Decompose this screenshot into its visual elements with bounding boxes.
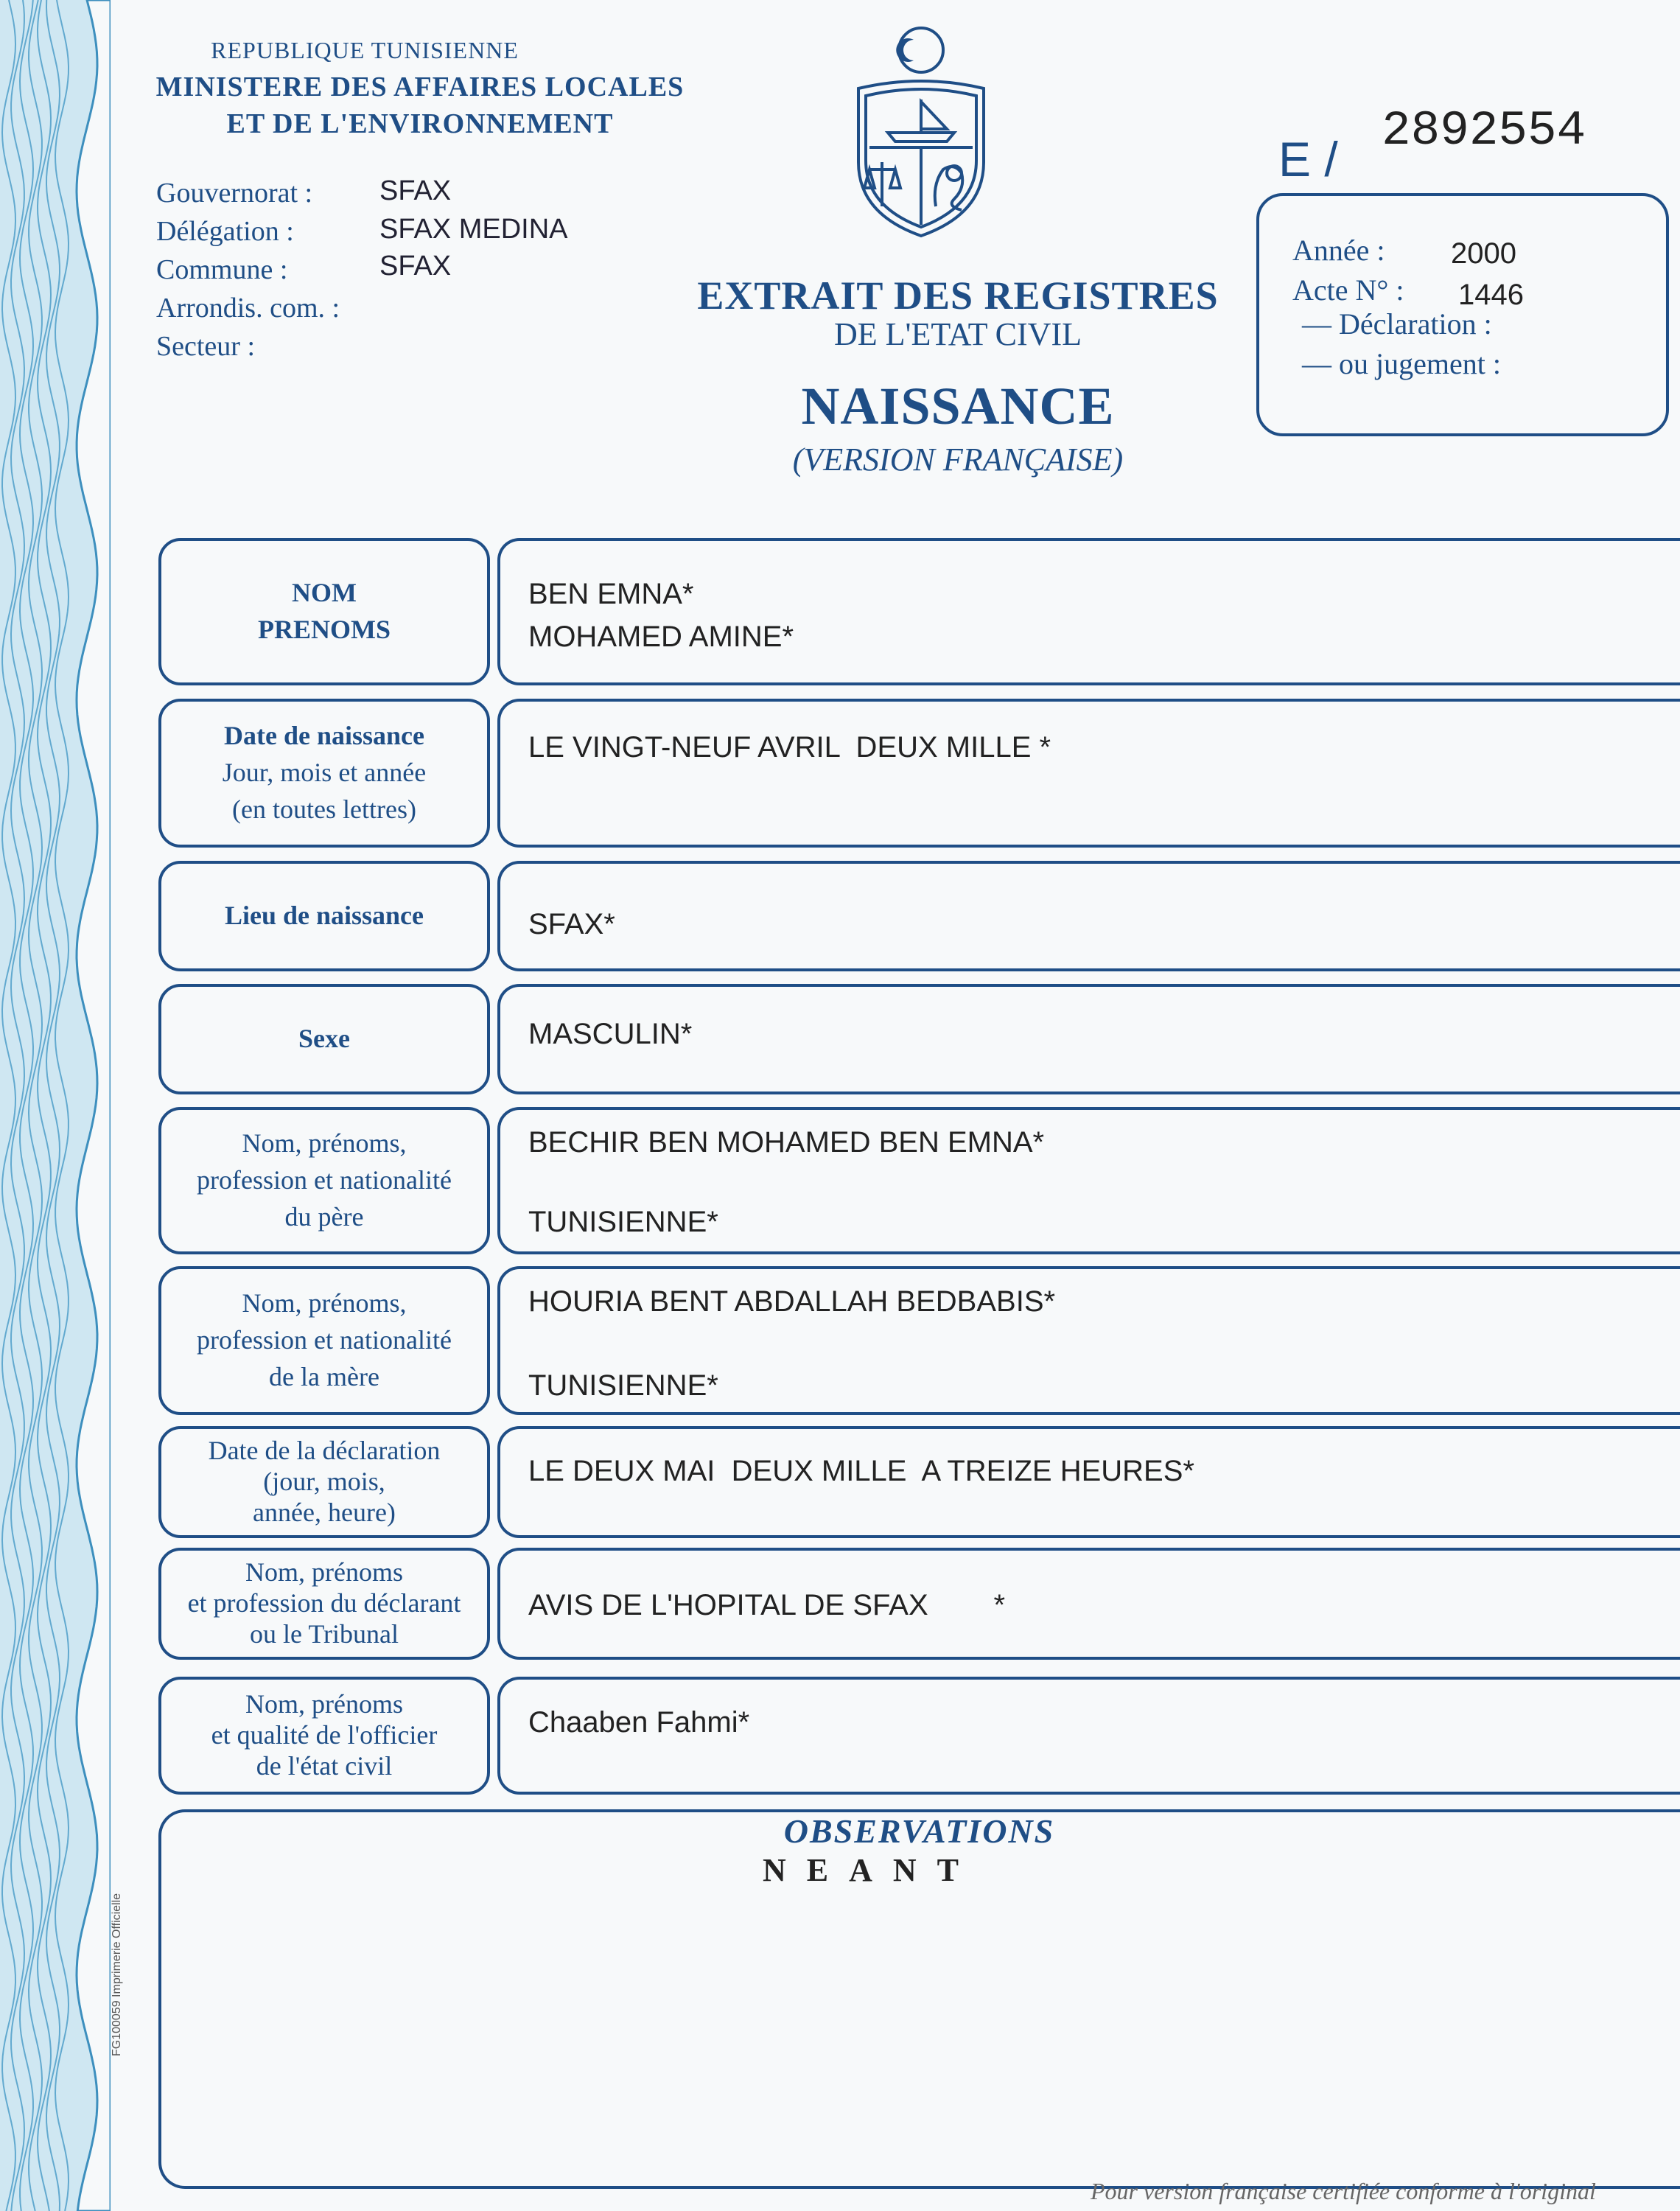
sexe-value: MASCULIN* [528, 1018, 693, 1050]
row-label-sexe [158, 984, 490, 1094]
pere-name-value: BECHIR BEN MOHAMED BEN EMNA* [528, 1126, 1045, 1159]
printer-reference: FG100059 Imprimerie Officielle [111, 1893, 123, 2056]
row-label-declaration [158, 1426, 490, 1538]
mere-label-line2: profession et nationalité [197, 1325, 452, 1355]
declaration-label-line1: Date de la déclaration [208, 1436, 441, 1466]
annee-label: Année : [1292, 234, 1385, 267]
lieu-naissance-value: SFAX* [528, 908, 615, 940]
acte-label: Acte N° : [1292, 273, 1404, 307]
acte-value: 1446 [1458, 279, 1524, 311]
republic-heading: REPUBLIQUE TUNISIENNE [211, 37, 519, 63]
date-naissance-value: LE VINGT-NEUF AVRIL DEUX MILLE * [528, 731, 1051, 764]
declaration-label: — Déclaration : [1302, 307, 1492, 340]
nom-label: NOM [292, 578, 357, 608]
tunisia-coat-of-arms-icon [844, 22, 998, 243]
row-value-pere [497, 1107, 1680, 1254]
pere-label-line2: profession et nationalité [197, 1165, 452, 1195]
date-naissance-label: Date de naissance [224, 721, 424, 751]
officier-label-line1: Nom, prénoms [245, 1689, 403, 1719]
row-label-nom-prenoms [158, 538, 490, 685]
ministry-heading-line1: MINISTERE DES AFFAIRES LOCALES [155, 71, 685, 102]
pere-label-line1: Nom, prénoms, [242, 1128, 407, 1159]
row-label-pere [158, 1107, 490, 1254]
mere-nationality-value: TUNISIENNE* [528, 1369, 718, 1402]
delegation-label: Délégation : [156, 216, 294, 247]
row-label-date-naissance [158, 699, 490, 848]
certification-note: Pour version française certifiée conforme à l'original [1091, 2178, 1596, 2204]
pere-nationality-value: TUNISIENNE* [528, 1206, 718, 1238]
row-value-date-naissance [497, 699, 1680, 848]
annee-value: 2000 [1451, 237, 1516, 270]
date-naissance-sublabel: Jour, mois et année [222, 758, 427, 788]
row-label-mere [158, 1266, 490, 1415]
commune-value: SFAX [379, 251, 452, 282]
row-value-lieu-naissance [497, 861, 1680, 971]
declarant-label-line3: ou le Tribunal [249, 1618, 399, 1649]
document-title-etat-civil: DE L'ETAT CIVIL [834, 316, 1082, 352]
gouvernorat-value: SFAX [379, 175, 452, 206]
prenoms-label: PRENOMS [258, 615, 391, 644]
delegation-value: SFAX MEDINA [379, 214, 568, 245]
guilloche-border [0, 0, 111, 2211]
declarant-value: AVIS DE L'HOPITAL DE SFAX * [528, 1589, 1006, 1621]
nom-value: BEN EMNA* [528, 578, 694, 610]
row-value-sexe [497, 984, 1680, 1094]
row-value-nom-prenoms [497, 538, 1680, 685]
mere-label-line3: de la mère [269, 1361, 379, 1391]
declarant-label-line2: et profession du déclarant [187, 1588, 461, 1618]
ministry-heading-line2: ET DE L'ENVIRONNEMENT [226, 108, 614, 139]
officier-label-line3: de l'état civil [256, 1750, 393, 1781]
sexe-label: Sexe [298, 1024, 350, 1054]
row-label-lieu-naissance [158, 861, 490, 971]
mere-name-value: HOURIA BENT ABDALLAH BEDBABIS* [528, 1285, 1056, 1318]
document-title-naissance: NAISSANCE [801, 377, 1115, 436]
secteur-label: Secteur : [156, 331, 256, 362]
row-label-declarant [158, 1548, 490, 1660]
officier-value: Chaaben Fahmi* [528, 1706, 750, 1739]
arrondissement-label: Arrondis. com. : [156, 293, 340, 324]
serial-number: 2892554 [1382, 103, 1586, 158]
mere-label-line1: Nom, prénoms, [242, 1288, 407, 1318]
date-naissance-note: (en toutes lettres) [232, 794, 416, 824]
row-value-mere [497, 1266, 1680, 1415]
declaration-value: LE DEUX MAI DEUX MILLE A TREIZE HEURES* [528, 1455, 1194, 1487]
document-version: (VERSION FRANÇAISE) [792, 441, 1124, 478]
declaration-label-line2: (jour, mois, [263, 1467, 385, 1497]
gouvernorat-label: Gouvernorat : [156, 178, 313, 209]
commune-label: Commune : [156, 254, 288, 285]
row-value-declaration [497, 1426, 1680, 1538]
row-value-declarant [497, 1548, 1680, 1660]
jugement-label: — ou jugement : [1302, 347, 1501, 380]
row-label-officier [158, 1677, 490, 1795]
serial-prefix: E / [1278, 132, 1338, 186]
row-value-officier [497, 1677, 1680, 1795]
declarant-label-line1: Nom, prénoms [245, 1557, 403, 1587]
prenoms-value: MOHAMED AMINE* [528, 621, 794, 653]
lieu-naissance-label: Lieu de naissance [224, 901, 424, 931]
observations-title: OBSERVATIONS [783, 1812, 1055, 1850]
officier-label-line2: et qualité de l'officier [211, 1720, 438, 1750]
declaration-label-line3: année, heure) [253, 1497, 396, 1527]
pere-label-line3: du père [284, 1201, 364, 1232]
document-title-extrait: EXTRAIT DES REGISTRES [697, 273, 1219, 318]
observations-value: NEANT [763, 1852, 980, 1888]
register-info-box [1256, 193, 1669, 436]
